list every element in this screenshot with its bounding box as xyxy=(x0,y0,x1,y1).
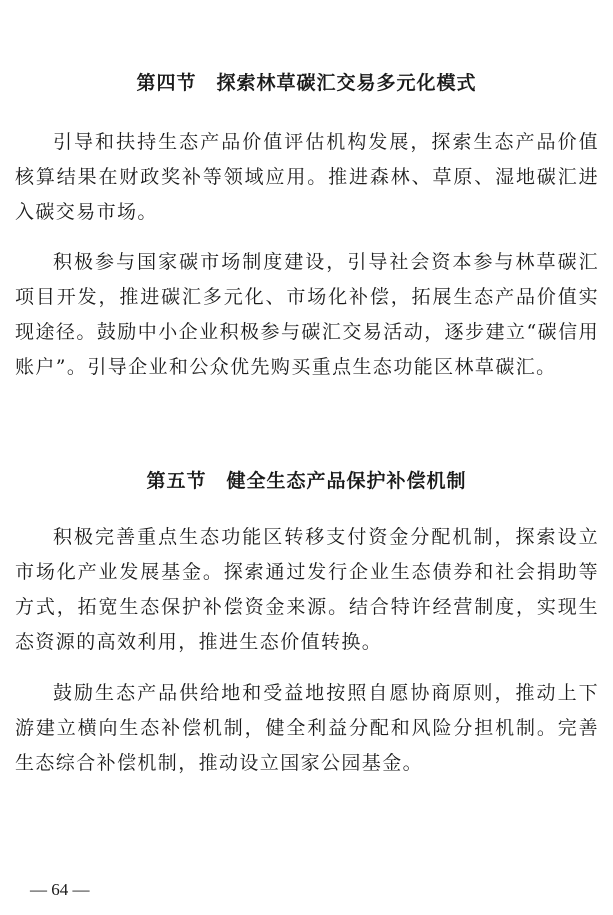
section-5-paragraph-1: 积极完善重点生态功能区转移支付资金分配机制，探索设立市场化产业发展基金。探索通过发行企业生态债券和社会捐助等方式，拓宽生态保护补偿资金来源。结合特许经营制度，实现生态资源的高效利用，推进生态价值转换。 xyxy=(15,526,599,653)
section-5-heading: 第五节 健全生态产品保护补偿机制 xyxy=(146,470,467,492)
section-4-paragraph-1: 引导和扶持生态产品价值评估机构发展，探索生态产品价值核算结果在财政奖补等领域应用。推进森林、草原、湿地碳汇进入碳交易市场。 xyxy=(15,131,599,223)
section-5-paragraph-2: 鼓励生态产品供给地和受益地按照自愿协商原则，推动上下游建立横向生态补偿机制，健全利益分配和风险分担机制。完善生态综合补偿机制，推动设立国家公园基金。 xyxy=(15,682,599,774)
section-4-paragraph-2: 积极参与国家碳市场制度建设，引导社会资本参与林草碳汇项目开发，推进碳汇多元化、市场化补偿，拓展生态产品价值实现途径。鼓励中小企业积极参与碳汇交易活动，逐步建立“碳信用账户”。引导企业和公众优先购买重点生态功能区林草碳汇。 xyxy=(15,251,599,378)
section-4-heading: 第四节 探索林草碳汇交易多元化模式 xyxy=(136,72,477,94)
page-number: — 64 — xyxy=(30,880,90,899)
